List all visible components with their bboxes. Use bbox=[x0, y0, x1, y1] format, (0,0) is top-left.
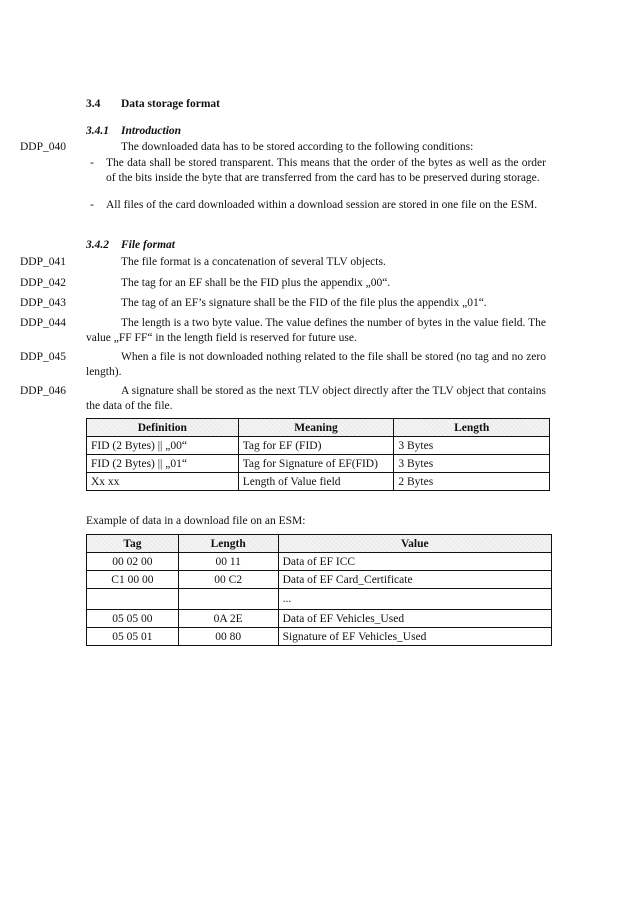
column-header: Tag bbox=[87, 535, 179, 553]
table-cell: Tag for EF (FID) bbox=[238, 437, 394, 455]
column-header: Value bbox=[278, 535, 551, 553]
table-header-row bbox=[87, 419, 550, 437]
table-header-row bbox=[87, 535, 552, 553]
table-cell: 00 C2 bbox=[178, 571, 278, 589]
subsection-title-intro: Introduction bbox=[121, 125, 182, 137]
table-row bbox=[87, 610, 552, 628]
table-cell: Length of Value field bbox=[238, 473, 394, 491]
table-cell: 05 05 01 bbox=[87, 628, 179, 646]
table-cell: FID (2 Bytes) || „00“ bbox=[87, 437, 239, 455]
bullet-item: The data shall be stored transparent. This means that the order of the bytes as well as the order of the bits inside the byte that are transferred from the card has to be preserved during storage. bbox=[106, 157, 546, 184]
tlv-definition-table bbox=[86, 418, 550, 491]
req-text: The tag of an EF’s signature shall be the FID of the file plus the appendix „01“. bbox=[121, 297, 487, 309]
table-cell: Xx xx bbox=[87, 473, 239, 491]
req-text-ddp040: The downloaded data has to be stored according to the following conditions: bbox=[121, 141, 474, 153]
table-row bbox=[87, 589, 552, 610]
table-cell bbox=[178, 589, 278, 610]
table-row bbox=[87, 437, 550, 455]
table-cell: 2 Bytes bbox=[394, 473, 550, 491]
req-text: A signature shall be stored as the next TLV object directly after the TLV object that contains the data of the file. bbox=[86, 385, 546, 412]
table-cell: 00 80 bbox=[178, 628, 278, 646]
table-cell: 3 Bytes bbox=[394, 455, 550, 473]
table-cell: Data of EF Card_Certificate bbox=[278, 571, 551, 589]
table-cell bbox=[87, 589, 179, 610]
table-row bbox=[87, 571, 552, 589]
req-id: DDP_045 bbox=[20, 351, 67, 363]
req-text: The file format is a concatenation of several TLV objects. bbox=[121, 256, 386, 268]
column-header: Definition bbox=[87, 419, 239, 437]
req-id: DDP_043 bbox=[20, 297, 67, 309]
req-id: DDP_044 bbox=[20, 317, 67, 329]
table-cell: 0A 2E bbox=[178, 610, 278, 628]
column-header: Length bbox=[178, 535, 278, 553]
column-header: Meaning bbox=[238, 419, 394, 437]
req-text: The tag for an EF shall be the FID plus the appendix „00“. bbox=[121, 277, 391, 289]
subsection-number-intro: 3.4.1 bbox=[86, 125, 109, 137]
table-cell: Tag for Signature of EF(FID) bbox=[238, 455, 394, 473]
bullet-dash: - bbox=[90, 199, 94, 211]
table-cell: Data of EF Vehicles_Used bbox=[278, 610, 551, 628]
esm-example-table bbox=[86, 534, 552, 646]
table-cell: 00 11 bbox=[178, 553, 278, 571]
req-text: When a file is not downloaded nothing related to the file shall be stored (no tag and no zero length). bbox=[86, 351, 546, 378]
subsection-number-fileformat: 3.4.2 bbox=[86, 239, 109, 251]
table-cell: Signature of EF Vehicles_Used bbox=[278, 628, 551, 646]
table-cell: Data of EF ICC bbox=[278, 553, 551, 571]
example-caption: Example of data in a download file on an ESM: bbox=[86, 515, 306, 527]
bullet-item: All files of the card downloaded within a download session are stored in one file on the ESM. bbox=[106, 199, 538, 211]
table-cell: 3 Bytes bbox=[394, 437, 550, 455]
table-cell: C1 00 00 bbox=[87, 571, 179, 589]
table-row bbox=[87, 455, 550, 473]
table-cell: 00 02 00 bbox=[87, 553, 179, 571]
req-id-ddp040: DDP_040 bbox=[20, 141, 67, 153]
table-row bbox=[87, 628, 552, 646]
bullet-dash: - bbox=[90, 157, 94, 169]
table-cell: ... bbox=[278, 589, 551, 610]
table-cell: FID (2 Bytes) || „01“ bbox=[87, 455, 239, 473]
section-title: Data storage format bbox=[121, 98, 220, 110]
req-text: The length is a two byte value. The value defines the number of bytes in the value field. The value „FF FF“ in the length field is reserved for future use. bbox=[86, 317, 546, 344]
table-row bbox=[87, 553, 552, 571]
req-id: DDP_042 bbox=[20, 277, 67, 289]
section-number: 3.4 bbox=[86, 98, 101, 110]
table-row bbox=[87, 473, 550, 491]
req-id: DDP_041 bbox=[20, 256, 67, 268]
column-header: Length bbox=[394, 419, 550, 437]
req-id: DDP_046 bbox=[20, 385, 67, 397]
table-cell: 05 05 00 bbox=[87, 610, 179, 628]
subsection-title-fileformat: File format bbox=[121, 239, 175, 251]
